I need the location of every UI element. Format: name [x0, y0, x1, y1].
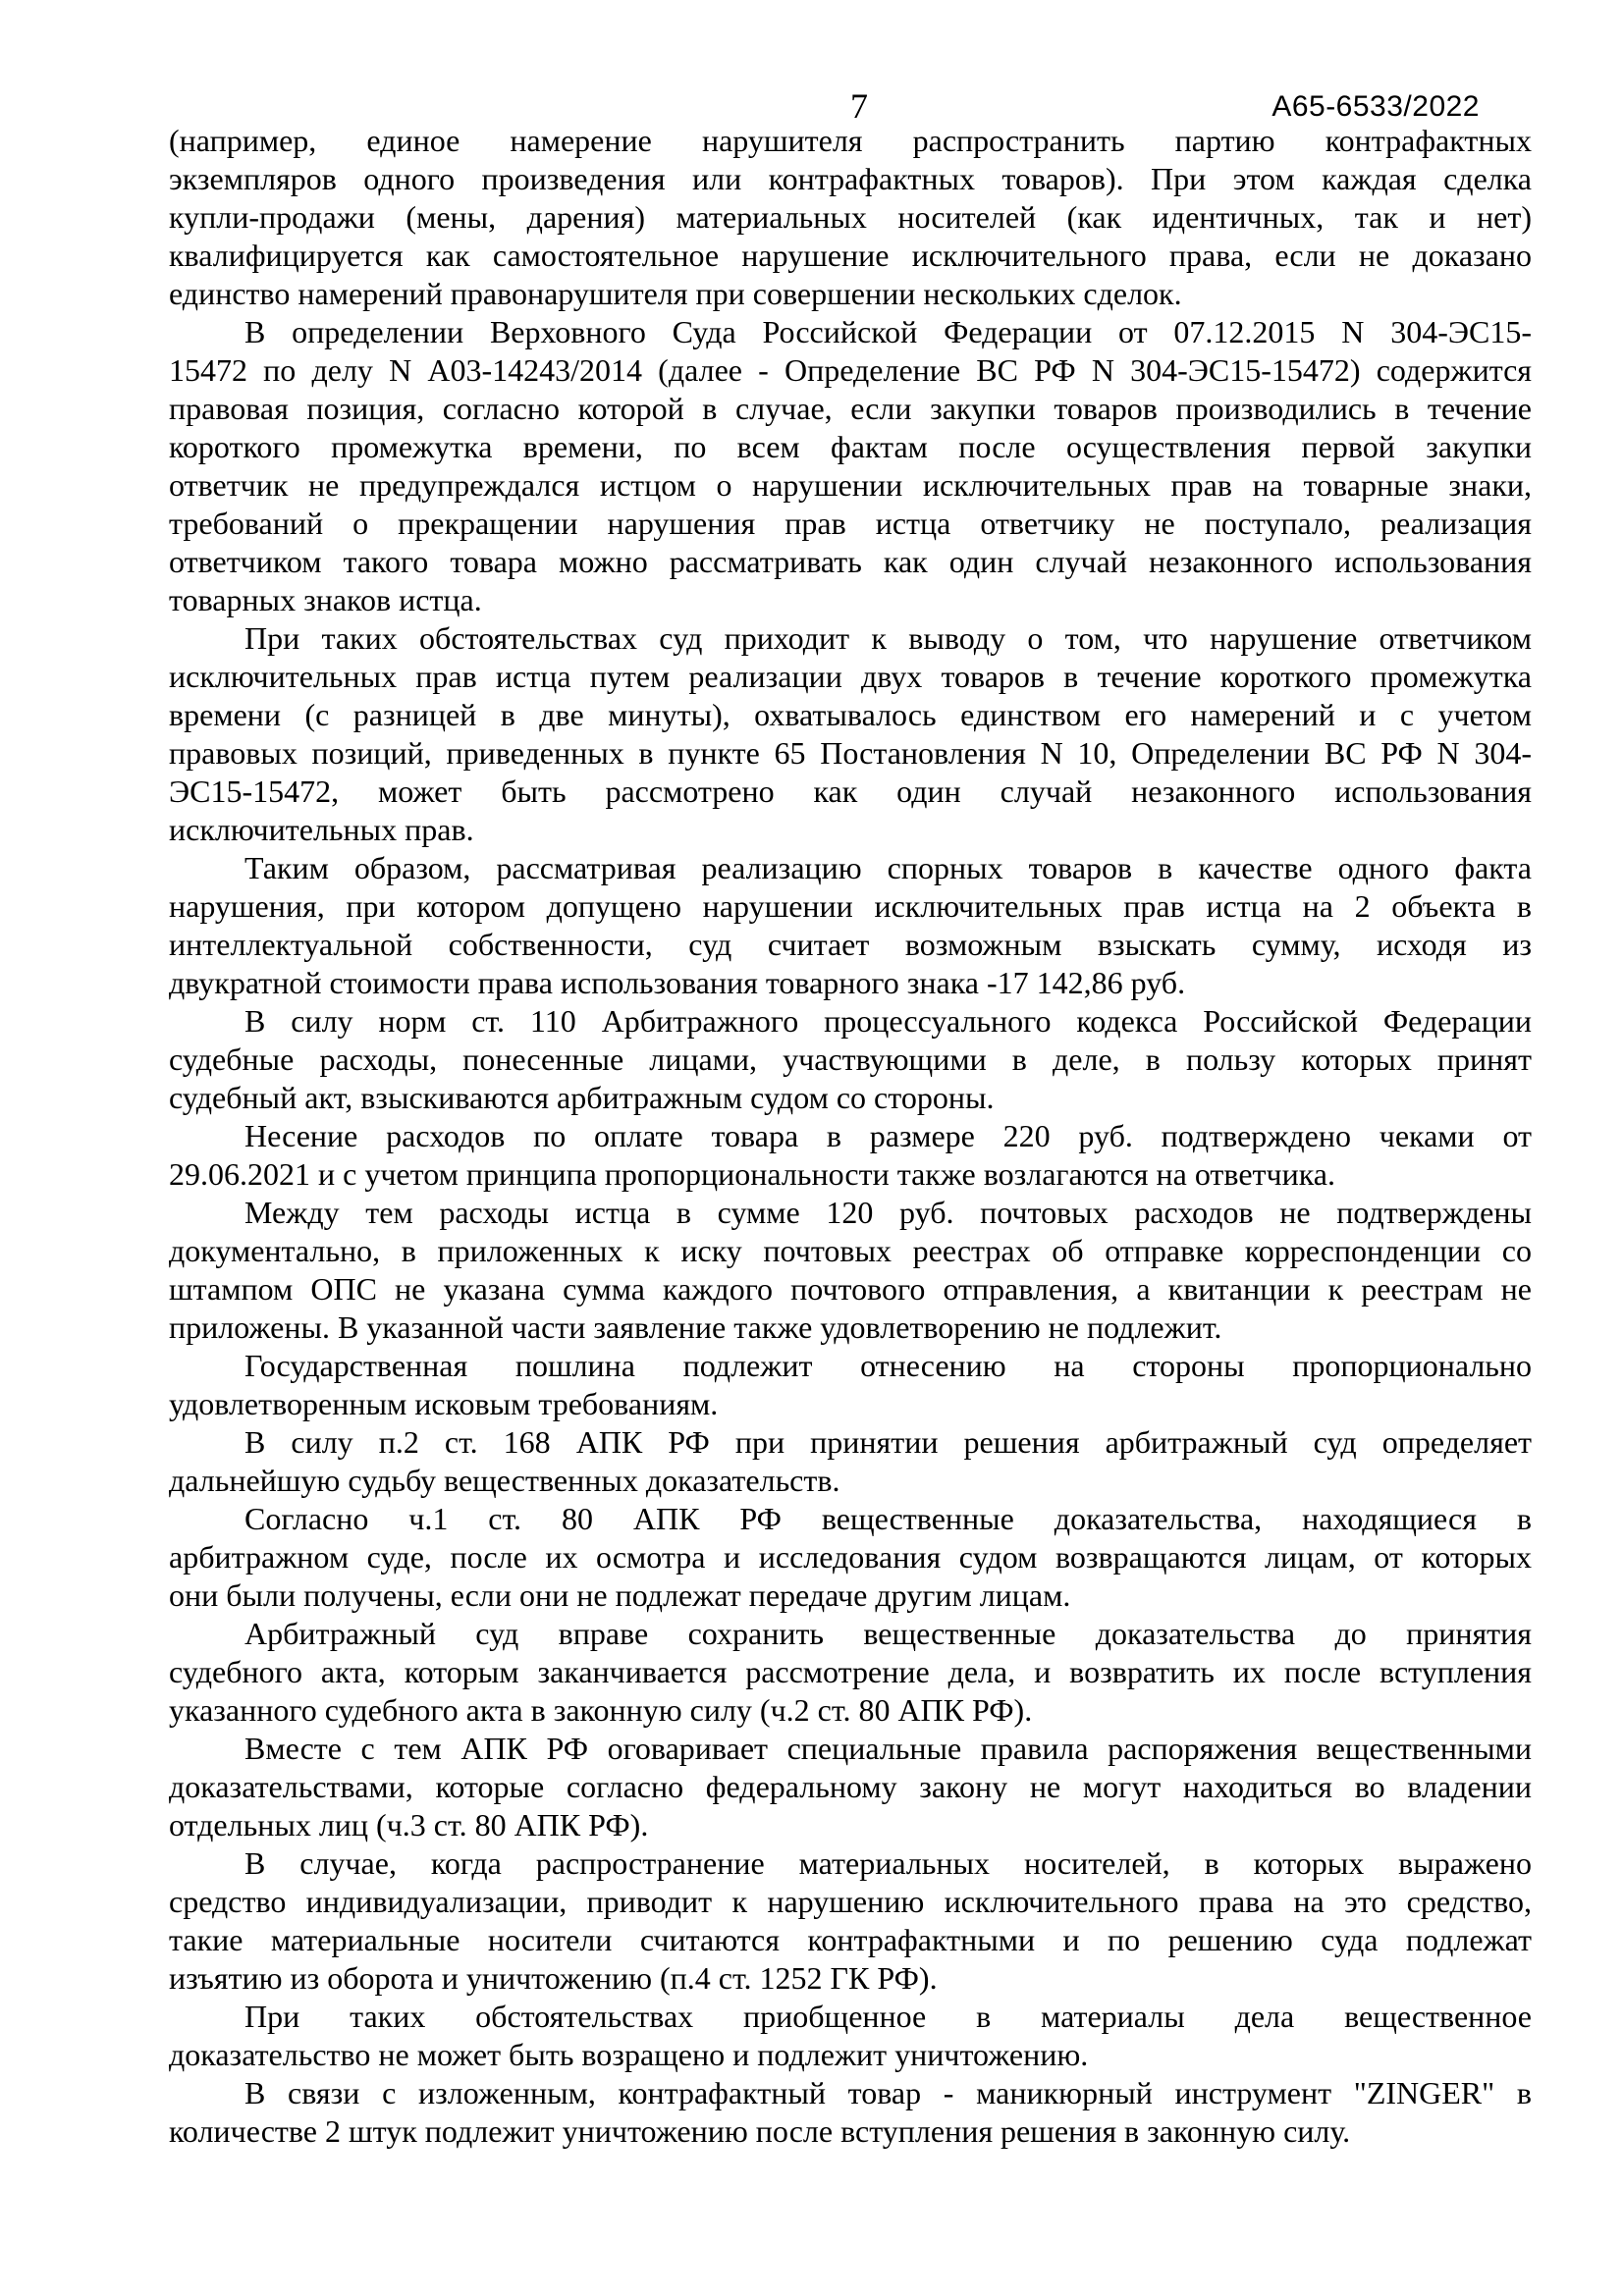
- text-line: В случае, когда распространение материальных носителей, в которых выражено: [244, 1845, 1532, 1881]
- paragraph: [169, 122, 1532, 313]
- text-line: судебный акт, взыскиваются арбитражным судом со стороны.: [169, 1080, 995, 1115]
- text-line: Вместе с тем АПК РФ оговаривает специальные правила распоряжения вещественными: [244, 1731, 1532, 1766]
- text-line: такие материальные носители считаются контрафактными и по решению суда подлежат: [169, 1922, 1532, 1957]
- text-line: судебные расходы, понесенные лицами, участвующими в деле, в пользу которых принят: [169, 1041, 1532, 1077]
- text-line: При таких обстоятельствах приобщенное в материалы дела вещественное: [244, 1999, 1532, 2034]
- text-line: количестве 2 штук подлежит уничтожению после вступления решения в законную силу.: [169, 2113, 1351, 2149]
- text-line: В силу норм ст. 110 Арбитражного процессуального кодекса Российской Федерации: [244, 1003, 1532, 1039]
- case-number: А65-6533/2022: [1271, 90, 1480, 123]
- text-line: Таким образом, рассматривая реализацию спорных товаров в качестве одного факта: [244, 850, 1532, 885]
- text-line: времени (с разницей в две минуты), охватывалось единством его намерений и с учетом: [169, 697, 1532, 732]
- text-line: приложены. В указанной части заявление также удовлетворению не подлежит.: [169, 1309, 1222, 1345]
- text-line: указанного судебного акта в законную силу (ч.2 ст. 80 АПК РФ).: [169, 1692, 1033, 1728]
- paragraph: [169, 849, 1532, 1002]
- text-line: Государственная пошлина подлежит отнесению на стороны пропорционально: [244, 1348, 1532, 1383]
- text-line: правовая позиция, согласно которой в случае, если закупки товаров производились в течение: [169, 391, 1532, 426]
- text-line: товарных знаков истца.: [169, 582, 482, 617]
- text-line: арбитражном суде, после их осмотра и исследования судом возвращаются лицам, от которых: [169, 1539, 1532, 1575]
- text-line: Несение расходов по оплате товара в размере 220 руб. подтверждено чеками от: [244, 1118, 1532, 1153]
- text-line: требований о прекращении нарушения прав истца ответчику не поступало, реализация: [169, 506, 1532, 541]
- paragraph: [169, 1998, 1532, 2074]
- text-line: нарушения, при котором допущено нарушении исключительных прав истца на 2 объекта в: [169, 888, 1532, 924]
- text-line: (например, единое намерение нарушителя распространить партию контрафактных: [169, 123, 1532, 158]
- text-line: Согласно ч.1 ст. 80 АПК РФ вещественные доказательства, находящиеся в: [244, 1501, 1532, 1536]
- paragraph: [169, 1500, 1532, 1615]
- text-line: квалифицируется как самостоятельное нарушение исключительного права, если не доказано: [169, 238, 1532, 273]
- text-line: ЭС15-15472, может быть рассмотрено как один случай незаконного использования: [169, 774, 1532, 809]
- text-line: правовых позиций, приведенных в пункте 65 Постановления N 10, Определении ВС РФ N 304-: [169, 735, 1532, 771]
- text-line: единство намерений правонарушителя при совершении нескольких сделок.: [169, 276, 1182, 311]
- text-line: 29.06.2021 и с учетом принципа пропорциональности также возлагаются на ответчика.: [169, 1156, 1335, 1192]
- text-line: исключительных прав истца путем реализации двух товаров в течение короткого промежутка: [169, 659, 1532, 694]
- text-line: они были получены, если они не подлежат передаче другим лицам.: [169, 1577, 1071, 1613]
- text-line: экземпляров одного произведения или контрафактных товаров). При этом каждая сделка: [169, 161, 1532, 196]
- text-line: Арбитражный суд вправе сохранить вещественные доказательства до принятия: [244, 1616, 1532, 1651]
- page-number: 7: [850, 86, 868, 126]
- document-body: [169, 122, 1532, 2151]
- text-line: В определении Верховного Суда Российской Федерации от 07.12.2015 N 304-ЭС15-: [244, 314, 1532, 349]
- text-line: документально, в приложенных к иску почтовых реестрах об отправке корреспонденции со: [169, 1233, 1532, 1268]
- text-line: отдельных лиц (ч.3 ст. 80 АПК РФ).: [169, 1807, 649, 1842]
- text-line: дальнейшую судьбу вещественных доказательств.: [169, 1463, 840, 1498]
- paragraph: [169, 1194, 1532, 1347]
- paragraph: [169, 1117, 1532, 1194]
- paragraph: [169, 1615, 1532, 1730]
- text-line: 15472 по делу N А03-14243/2014 (далее - Определение ВС РФ N 304-ЭС15-15472) содержится: [169, 352, 1532, 388]
- text-line: ответчик не предупреждался истцом о нарушении исключительных прав на товарные знаки,: [169, 467, 1532, 503]
- text-line: штампом ОПС не указана сумма каждого почтового отправления, а квитанции к реестрам не: [169, 1271, 1532, 1307]
- text-line: средство индивидуализации, приводит к нарушению исключительного права на это средство,: [169, 1884, 1532, 1919]
- text-line: При таких обстоятельствах суд приходит к выводу о том, что нарушение ответчиком: [244, 620, 1532, 656]
- text-line: изъятию из оборота и уничтожению (п.4 ст. 1252 ГК РФ).: [169, 1960, 938, 1996]
- paragraph: [169, 1844, 1532, 1998]
- text-line: В силу п.2 ст. 168 АПК РФ при принятии решения арбитражный суд определяет: [244, 1424, 1532, 1460]
- paragraph: [169, 1002, 1532, 1117]
- text-line: Между тем расходы истца в сумме 120 руб. почтовых расходов не подтверждены: [244, 1195, 1532, 1230]
- paragraph: [169, 2074, 1532, 2151]
- text-line: исключительных прав.: [169, 812, 474, 847]
- text-line: удовлетворенным исковым требованиям.: [169, 1386, 719, 1421]
- paragraph: [169, 1423, 1532, 1500]
- text-line: интеллектуальной собственности, суд считает возможным взыскать сумму, исходя из: [169, 927, 1532, 962]
- text-line: купли-продажи (мены, дарения) материальных носителей (как идентичных, так и нет): [169, 199, 1532, 235]
- paragraph: [169, 1730, 1532, 1844]
- paragraph: [169, 313, 1532, 619]
- text-line: доказательство не может быть возращено и подлежит уничтожению.: [169, 2037, 1089, 2072]
- text-line: ответчиком такого товара можно рассматривать как один случай незаконного использования: [169, 544, 1532, 579]
- text-line: В связи с изложенным, контрафактный товар - маникюрный инструмент "ZINGER" в: [244, 2075, 1532, 2110]
- paragraph: [169, 1347, 1532, 1423]
- text-line: судебного акта, которым заканчивается рассмотрение дела, и возвратить их после вступления: [169, 1654, 1532, 1689]
- text-line: короткого промежутка времени, по всем фактам после осуществления первой закупки: [169, 429, 1532, 464]
- text-line: двукратной стоимости права использования товарного знака -17 142,86 руб.: [169, 965, 1186, 1000]
- paragraph: [169, 619, 1532, 849]
- text-line: доказательствами, которые согласно федеральному закону не могут находиться во владении: [169, 1769, 1532, 1804]
